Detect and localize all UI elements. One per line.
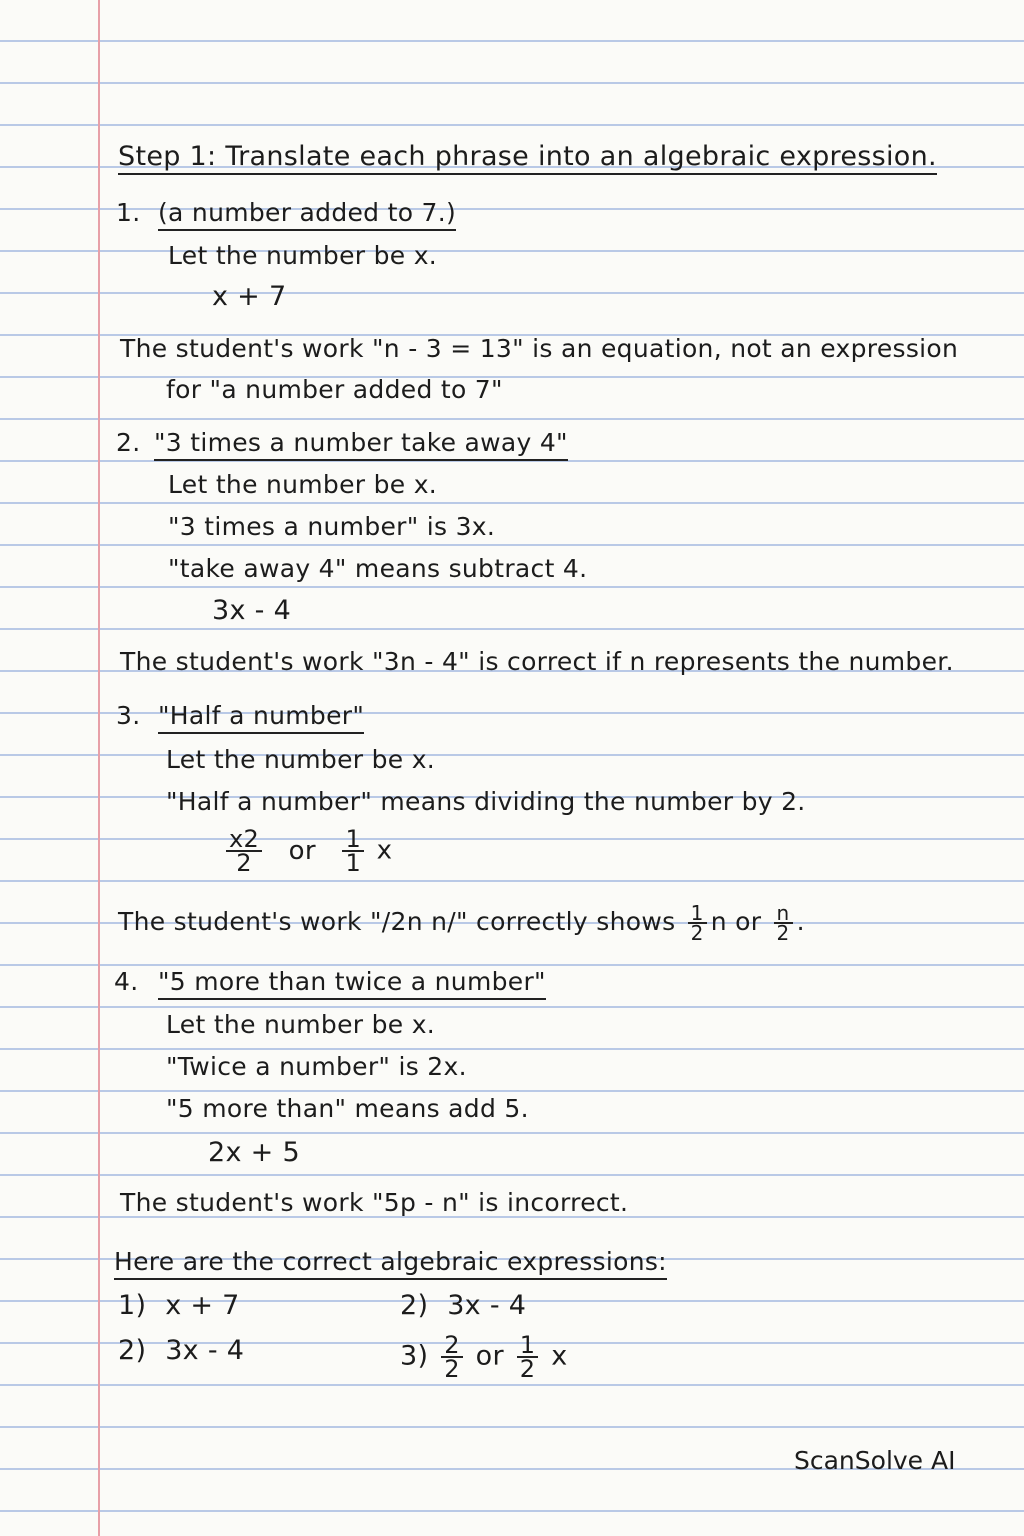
problem-4-answer: 2x + 5 (208, 1137, 300, 1168)
variable: x (376, 835, 393, 866)
problem-4-number: 4. (114, 967, 139, 996)
problem-1-phrase: (a number added to 7.) (158, 198, 456, 231)
problem-1-number: 1. (116, 198, 141, 227)
or-word: or (735, 907, 762, 936)
problem-3-answer (222, 825, 393, 877)
problem-4-line: "5 more than" means add 5. (166, 1094, 529, 1123)
variable: x (551, 1340, 568, 1372)
fraction-denominator: 2 (690, 921, 704, 945)
problem-2-phrase: "3 times a number take away 4" (154, 428, 568, 461)
summary-item-label: 2) (400, 1290, 429, 1321)
fraction (774, 901, 793, 945)
fraction-denominator: 2 (776, 921, 790, 945)
problem-3-phrase: "Half a number" (158, 701, 364, 734)
summary-title: Here are the correct algebraic expressions: (114, 1247, 667, 1280)
problem-1-line: Let the number be x. (168, 241, 438, 270)
fraction-numerator: 1 (517, 1334, 539, 1358)
notebook-margin-line (98, 0, 100, 1536)
or-word: or (475, 1340, 504, 1372)
problem-2-answer: 3x - 4 (212, 595, 292, 626)
summary-item-label: 3) (400, 1340, 429, 1372)
fraction-numerator: x2 (226, 828, 262, 852)
problem-1-note: The student's work "n - 3 = 13" is an equation, not an expression (120, 334, 959, 363)
signature: ScanSolve AI (794, 1446, 956, 1475)
problem-3-note (118, 901, 805, 945)
fraction (441, 1331, 463, 1383)
problem-2-line: Let the number be x. (168, 470, 438, 499)
period: . (796, 907, 805, 936)
fraction-denominator: 1 (345, 849, 362, 877)
fraction (688, 901, 707, 945)
fraction (226, 825, 262, 877)
fraction (517, 1331, 539, 1383)
note-text: The student's work "/2n n/" correctly shows (118, 907, 676, 936)
fraction-numerator: n (774, 904, 793, 924)
problem-2-line: "3 times a number" is 3x. (168, 512, 496, 541)
problem-4-note: The student's work "5p - n" is incorrect. (120, 1188, 629, 1217)
summary-item-label: 2) (118, 1335, 147, 1366)
or-word: or (288, 835, 316, 866)
summary-item (118, 1291, 240, 1321)
summary-item (118, 1336, 244, 1366)
step-heading: Step 1: Translate each phrase into an algebraic expression. (118, 142, 937, 175)
problem-2-number: 2. (116, 428, 141, 457)
problem-1-note-continued: for "a number added to 7" (166, 375, 503, 404)
fraction-denominator: 2 (444, 1355, 460, 1383)
summary-item (400, 1331, 568, 1383)
summary-item-value: x + 7 (165, 1290, 240, 1321)
problem-4-line: Let the number be x. (166, 1010, 436, 1039)
problem-2-line: "take away 4" means subtract 4. (168, 554, 588, 583)
problem-2-note: The student's work "3n - 4" is correct if n represents the number. (120, 647, 954, 676)
summary-item (400, 1291, 526, 1321)
summary-item-value: 3x - 4 (165, 1335, 245, 1366)
problem-3-line: Let the number be x. (166, 745, 436, 774)
problem-3-number: 3. (116, 701, 141, 730)
problem-4-line: "Twice a number" is 2x. (166, 1052, 467, 1081)
problem-1-answer: x + 7 (212, 281, 287, 312)
summary-item-value: 3x - 4 (447, 1290, 527, 1321)
fraction-denominator: 2 (519, 1355, 536, 1383)
problem-3-line: "Half a number" means dividing the number by 2. (166, 787, 806, 816)
fraction-numerator: 1 (688, 904, 707, 924)
problem-4-phrase: "5 more than twice a number" (158, 967, 546, 1000)
summary-item-label: 1) (118, 1290, 147, 1321)
fraction-numerator: 1 (342, 828, 364, 852)
fraction-numerator: 2 (441, 1334, 463, 1358)
fraction (342, 825, 364, 877)
fraction-denominator: 2 (236, 849, 252, 877)
variable: n (710, 907, 727, 936)
